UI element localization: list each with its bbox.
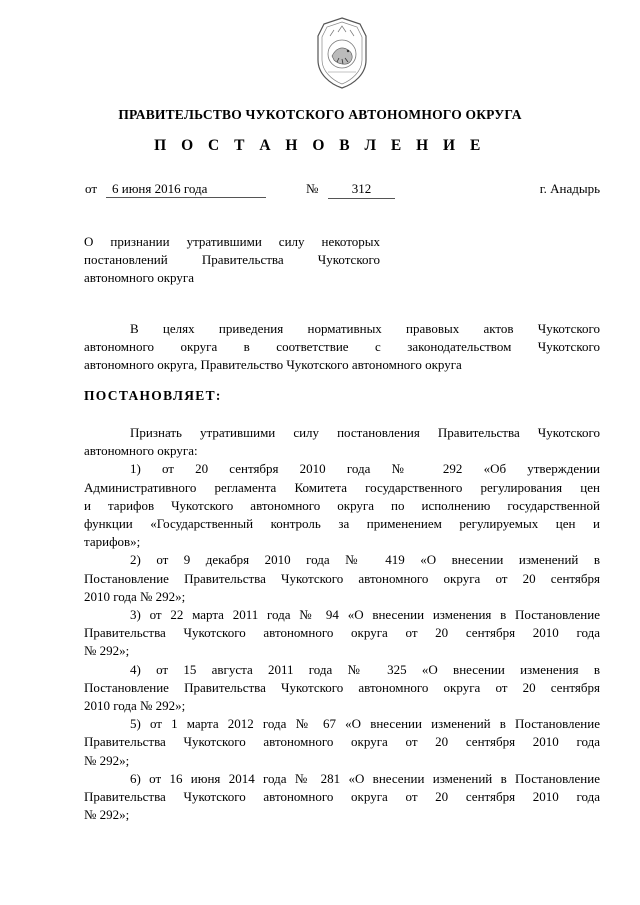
body-line: Административного регламента Комитета государственного регулирования цен [84, 479, 600, 495]
document-type: П О С Т А Н О В Л Е Н И Е [154, 137, 486, 154]
document-subject [84, 233, 380, 287]
body-line: 4) от 15 августа 2011 года № 325 «О внесении изменения в [130, 661, 600, 677]
preamble [84, 320, 600, 374]
body-line: № 292»; [84, 752, 130, 768]
body-line: функции «Государственный контроль за применением регулируемых цен и [84, 516, 600, 532]
subject-line: постановлений Правительства Чукотского [84, 252, 380, 267]
body-line: Правительства Чукотского автономного округа от 20 сентября 2010 года [84, 734, 600, 750]
body-line: 1) от 20 сентября 2010 года № 292 «Об утверждении [130, 461, 600, 477]
document-number: 312 [328, 181, 395, 199]
body-line: автономного округа: [84, 443, 198, 459]
body-line: 2010 года № 292»; [84, 698, 186, 714]
body-line: Постановление Правительства Чукотского автономного округа от 20 сентября [84, 570, 600, 586]
body-line: 2) от 9 декабря 2010 года № 419 «О внесении изменений в [130, 552, 600, 568]
resolution-body [84, 424, 600, 824]
body-line: 3) от 22 марта 2011 года № 94 «О внесении изменения в Постановление [130, 607, 600, 623]
subject-line: автономного округа [84, 270, 194, 285]
number-label: № [306, 181, 319, 196]
city: г. Анадырь [539, 181, 600, 196]
resolves-heading: ПОСТАНОВЛЯЕТ: [84, 388, 222, 403]
preamble-line: автономного округа, Правительство Чукотского автономного округа [84, 357, 462, 372]
body-line: 2010 года № 292»; [84, 588, 186, 604]
body-line: № 292»; [84, 807, 130, 823]
date-label: от [85, 181, 98, 196]
coat-of-arms-icon [312, 14, 372, 90]
body-line: тарифов»; [84, 534, 141, 550]
body-line: и тарифов Чукотского автономного округа по исполнению государственной [84, 497, 600, 513]
body-line: Признать утратившими силу постановления Правительства Чукотского [130, 425, 600, 440]
body-line: Правительства Чукотского автономного округа от 20 сентября 2010 года [84, 625, 600, 641]
body-line: № 292»; [84, 643, 130, 659]
subject-line: О признании утратившими силу некоторых [84, 234, 380, 249]
body-line: Постановление Правительства Чукотского автономного округа от 20 сентября [84, 679, 600, 695]
government-title: ПРАВИТЕЛЬСТВО ЧУКОТСКОГО АВТОНОМНОГО ОКРУГА [118, 107, 522, 122]
body-line: Правительства Чукотского автономного округа от 20 сентября 2010 года [84, 789, 600, 805]
preamble-line: автономного округа в соответствие с законодательством Чукотского [84, 339, 600, 354]
body-line: 6) от 16 июня 2014 года № 281 «О внесении изменений в Постановление [130, 770, 600, 786]
document-date: 6 июня 2016 года [106, 181, 266, 198]
preamble-line: В целях приведения нормативных правовых актов Чукотского [130, 321, 600, 336]
body-line: 5) от 1 марта 2012 года № 67 «О внесении изменений в Постановление [130, 716, 600, 732]
